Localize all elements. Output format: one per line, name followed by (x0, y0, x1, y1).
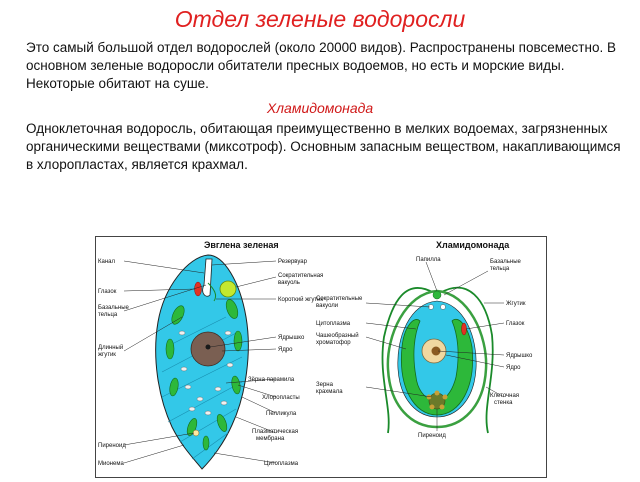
label-vacuole-2: вакуоль (278, 280, 300, 286)
label-pellicle: Пелликула (266, 411, 297, 417)
chlamy-label-nucleus: Ядро (506, 365, 521, 371)
euglena-left-labels (98, 259, 130, 467)
label-mionema: Мионема (98, 461, 124, 467)
intro-paragraph: Это самый большой отдел водорослей (около 20000 видов). Распространены повсеместно. В основном зеленые водоросли обитатели пресных водоемов, но есть и морские виды. Некоторые обитают на суше. (26, 40, 616, 91)
chlamy-vacuole-2 (441, 305, 446, 310)
chlamy-right-labels (490, 259, 533, 406)
page-title: Отдел зеленые водоросли (174, 6, 466, 32)
chlamy-label-vac-2: вакуоли (316, 303, 339, 309)
label-basal-1: Базальные (98, 305, 129, 311)
chlamydomonas-paragraph: Одноклеточная водоросль, обитающая преимущественно в мелких водоемах, загрязненных органическими веществами (миксотроф). Основным запасным веществом, накапливающимся в хлоропластах, является крахмал. (26, 121, 621, 172)
label-long-flag-1: Длинный (98, 345, 124, 351)
chlamy-label-vac-1: Сократительные (316, 296, 363, 302)
label-basal-2: тельца (98, 312, 118, 318)
chlamy-label-starch-2: крахмала (316, 389, 343, 395)
chlamy-eyespot (462, 323, 467, 335)
chlamy-label-wall-2: стенка (494, 400, 513, 406)
label-pyrenoid: Пиреноид (98, 443, 126, 449)
label-short-flagellum: Короткий жгутик (278, 297, 324, 303)
label-membrane-1: Плазматическая (252, 429, 299, 435)
label-paramylon: Зёрна парамила (248, 377, 295, 383)
chlamydomonas-subtitle: Хламидомонада (266, 100, 374, 116)
contractile-vacuole (220, 281, 236, 297)
eyespot (195, 282, 202, 296)
papilla (433, 291, 441, 299)
chlamy-label-basal-2: тельца (490, 266, 510, 272)
label-vacuole-1: Сократительная (278, 273, 324, 279)
chlamy-label-flag: Жгутик (506, 301, 526, 307)
label-chloroplasts: Хлоропласты (262, 395, 300, 401)
euglena-title: Эвглена зеленая (204, 240, 279, 250)
label-long-flag-2: жгутик (98, 352, 116, 358)
label-canal: Канал (98, 259, 115, 265)
chlamy-label-chl-1: Чашеобразный (316, 333, 359, 339)
chlamy-label-basal-1: Базальные (490, 259, 521, 265)
label-cytoplasm: Цитоплазма (264, 461, 299, 467)
label-nucleolus: Ядрышко (278, 335, 305, 341)
euglena-right-labels (248, 259, 323, 467)
label-eyespot: Глазок (98, 289, 117, 295)
label-membrane-2: мембрана (256, 436, 285, 442)
chlamy-title: Хламидомонада (436, 240, 510, 250)
chlamy-label-pyrenoid: Пиреноид (418, 433, 446, 439)
label-nucleus: Ядро (278, 347, 293, 353)
chlamy-label-papilla: Папилла (416, 257, 441, 263)
chlamy-label-nucleolus: Ядрышко (506, 353, 533, 359)
chlamy-label-chl-2: хроматофор (316, 340, 351, 346)
chlamy-label-wall-1: Клеточная (490, 393, 520, 399)
chlamy-label-cyto: Цитоплазма (316, 321, 351, 327)
algae-diagram (95, 236, 547, 478)
chlamy-label-eyespot: Глазок (506, 321, 525, 327)
euglena-nucleolus (206, 345, 211, 350)
diagram-svg (96, 237, 546, 477)
chlamy-label-starch-1: Зерна (316, 382, 333, 388)
label-reservoir: Резервуар (278, 259, 307, 265)
